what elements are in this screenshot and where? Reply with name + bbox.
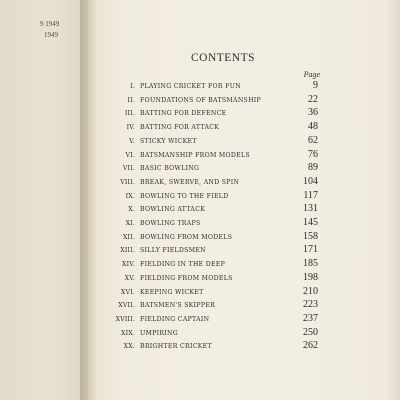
chapter-page-number: 237 (303, 312, 318, 324)
chapter-title: BREAK, SWERVE, AND SPIN (140, 178, 240, 186)
chapter-title: FIELDING CAPTAIN (140, 315, 210, 323)
chapter-number: XIV. (121, 261, 135, 269)
page-column-header: Page (303, 70, 320, 79)
contents-entry (0, 177, 400, 190)
chapter-title: BASIC BOWLING (140, 165, 200, 173)
chapter-page-number: 36 (308, 107, 318, 119)
chapter-page-number: 62 (308, 134, 318, 146)
chapter-page-number: 158 (303, 230, 318, 242)
chapter-number: I. (130, 83, 135, 90)
previous-page-text-line: 1949 (44, 31, 58, 39)
chapter-page-number: 76 (308, 148, 318, 160)
chapter-title: KEEPING WICKET (140, 288, 204, 296)
contents-entry (0, 150, 400, 163)
chapter-title: SILLY FIELDSMEN (140, 247, 206, 255)
chapter-title: UMPIRING (140, 329, 179, 337)
chapter-page-number: 250 (303, 326, 318, 338)
chapter-page-number: 117 (303, 189, 318, 201)
contents-entry (0, 81, 400, 94)
chapter-page-number: 145 (303, 217, 318, 228)
chapter-page-number: 198 (303, 271, 318, 283)
chapter-number: XVI. (120, 288, 135, 296)
chapter-page-number: 223 (303, 299, 318, 311)
chapter-title: BOWLING TRAPS (140, 220, 201, 227)
contents-entry (0, 218, 400, 231)
chapter-number: XII. (122, 233, 135, 241)
chapter-title: BRIGHTER CRICKET (140, 343, 212, 351)
chapter-title: BOWLING ATTACK (140, 206, 206, 214)
chapter-title: PLAYING CRICKET FOR FUN (140, 83, 241, 90)
chapter-page-number: 89 (308, 162, 318, 174)
chapter-number: XI. (125, 220, 135, 227)
contents-entry (0, 300, 400, 313)
contents-entry (0, 273, 400, 286)
contents-entry (0, 136, 400, 149)
chapter-number: VII. (122, 165, 135, 173)
chapter-page-number: 9 (313, 80, 318, 91)
chapter-title: FIELDING IN THE DEEP (140, 261, 226, 269)
chapter-page-number: 48 (308, 121, 318, 133)
contents-entry (0, 122, 400, 135)
contents-entry (0, 232, 400, 245)
chapter-title: BOWLING TO THE FIELD (140, 192, 229, 200)
chapter-number: IV. (126, 124, 135, 132)
chapter-page-number: 131 (303, 203, 318, 215)
chapter-title: BATSMANSHIP FROM MODELS (140, 151, 250, 159)
previous-page-text-line: 9 1949 (40, 20, 60, 28)
chapter-page-number: 171 (303, 244, 318, 256)
contents-title: CONTENTS (190, 52, 256, 64)
contents-entry (0, 341, 400, 354)
chapter-title: STICKY WICKET (140, 137, 197, 145)
contents-entry (0, 287, 400, 300)
contents-entry (0, 259, 400, 272)
chapter-title: BATSMEN'S SKIPPER (140, 302, 216, 310)
chapter-number: XV. (124, 274, 135, 282)
contents-entry (0, 191, 400, 204)
chapter-title: BOWLING FROM MODELS (140, 233, 233, 241)
chapter-page-number: 262 (303, 340, 318, 352)
chapter-number: VIII. (120, 178, 135, 186)
chapter-title: FIELDING FROM MODELS (140, 274, 233, 282)
chapter-page-number: 22 (308, 93, 318, 105)
chapter-number: XIII. (120, 247, 135, 255)
contents-entry (0, 314, 400, 327)
chapter-number: V. (129, 137, 135, 145)
contents-entry (0, 95, 400, 108)
contents-entry (0, 245, 400, 258)
chapter-title: BATTING FOR ATTACK (140, 124, 220, 132)
chapter-page-number: 210 (303, 285, 318, 297)
chapter-page-number: 104 (303, 175, 318, 187)
chapter-number: XVIII. (115, 315, 135, 323)
chapter-number: XIX. (120, 329, 135, 337)
chapter-number: XVII. (118, 302, 135, 310)
chapter-number: IX. (125, 192, 135, 200)
contents-entry (0, 163, 400, 176)
chapter-number: XX. (123, 343, 135, 351)
chapter-title: FOUNDATIONS OF BATSMANSHIP (140, 96, 261, 104)
contents-entry (0, 328, 400, 341)
chapter-page-number: 185 (303, 258, 318, 270)
chapter-number: VI. (125, 151, 135, 159)
chapter-number: X. (128, 206, 135, 214)
contents-entry (0, 204, 400, 217)
chapter-number: II. (127, 96, 135, 104)
chapter-title: BATTING FOR DEFENCE (140, 110, 227, 118)
contents-entry (0, 108, 400, 121)
chapter-number: III. (124, 110, 135, 118)
